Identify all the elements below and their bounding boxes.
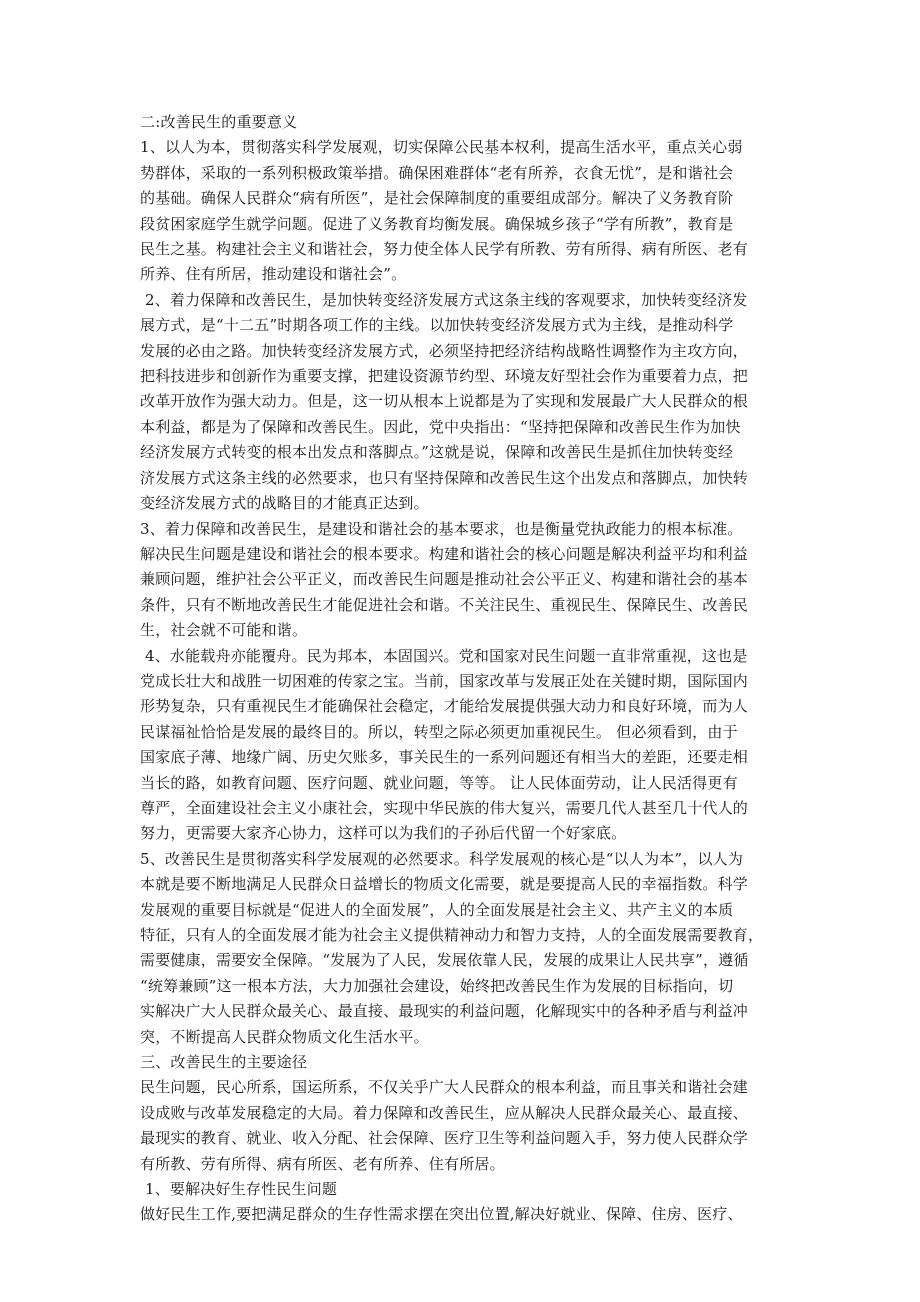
text-line: 当长的路，如教育问题、医疗问题、就业问题，等等。 让人民体面劳动，让人民活得更有 bbox=[140, 773, 738, 792]
text-line: 尊严，全面建设社会主义小康社会，实现中华民族的伟大复兴，需要几代人甚至几十代人的 bbox=[140, 798, 749, 817]
text-line: 5、改善民生是贯彻落实科学发展观的必然要求。科学发展观的核心是“以人为本”，以人为 bbox=[140, 849, 744, 868]
text-line: 形势复杂，只有重视民生才能确保社会稳定，才能给发展提供强大动力和良好环境，而为人 bbox=[140, 697, 749, 716]
text-line: 经济发展方式转变的根本出发点和落脚点。”这就是说，保障和改善民生是抓住加快转变经 bbox=[140, 443, 734, 462]
text-line: 把科技进步和创新作为重要支撑，把建设资源节约型、环境友好型社会作为重要着力点，把 bbox=[140, 367, 749, 386]
text-line: 发展的必由之路。加快转变经济发展方式，必须坚持把经济结构战略性调整作为主攻方向， bbox=[140, 341, 749, 360]
text-line: 民生之基。构建社会主义和谐社会，努力使全体人民学有所教、劳有所得、病有所医、老有 bbox=[140, 240, 749, 259]
text-line: 有所教、劳有所得、病有所医、老有所养、住有所居。 bbox=[140, 1154, 505, 1173]
text-line: 努力，更需要大家齐心协力，这样可以为我们的子孙后代留一个好家底。 bbox=[140, 824, 627, 843]
text-line: 展方式，是“十二五”时期各项工作的主线。以加快转变经济发展方式为主线，是推动科学 bbox=[140, 316, 734, 335]
text-line: 发展观的重要目标就是“促进人的全面发展”，人的全面发展是社会主义、共产主义的本质 bbox=[140, 900, 734, 919]
text-line: 兼顾问题，维护社会公平正义，而改善民生问题是推动社会公平正义、构建和谐社会的基本 bbox=[140, 570, 749, 589]
text-line: 1、要解决好生存性民生问题 bbox=[140, 1180, 338, 1199]
text-line: 民谋福祉恰恰是发展的最终目的。所以，转型之际必须更加重视民生。 但必须看到，由于 bbox=[140, 722, 738, 741]
text-line: 解决民生问题是建设和谐社会的根本要求。构建和谐社会的核心问题是解决利益平均和利益 bbox=[140, 544, 749, 563]
text-line: 改革开放作为强大动力。但是，这一切从根本上说都是为了实现和发展最广大人民群众的根 bbox=[140, 392, 749, 411]
text-line: 变经济发展方式的战略目的才能真正达到。 bbox=[140, 494, 429, 513]
document-body bbox=[140, 110, 782, 1228]
text-line: 国家底子薄、地缘广阔、历史欠账多，事关民生的一系列问题还有相当大的差距，还要走相 bbox=[140, 748, 749, 767]
text-line: 3、着力保障和改善民生，是建设和谐社会的基本要求，也是衡量党执政能力的根本标准。 bbox=[140, 519, 743, 538]
text-line: 需要健康，需要安全保障。“发展为了人民，发展依靠人民，发展的成果让人民共享”，遵循 bbox=[140, 951, 749, 970]
text-line: 突，不断提高人民群众物质文化生活水平。 bbox=[140, 1027, 429, 1046]
text-line: 所养、住有所居，推动建设和谐社会”。 bbox=[140, 265, 407, 284]
text-line: 设成败与改革发展稳定的大局。着力保障和改善民生，应从解决人民群众最关心、最直接、 bbox=[140, 1103, 749, 1122]
text-line: 三、改善民生的主要途径 bbox=[140, 1053, 308, 1072]
text-line: 民生问题，民心所系，国运所系，不仅关乎广大人民群众的根本利益，而且事关和谐社会建 bbox=[140, 1078, 749, 1097]
text-line: 1、以人为本，贯彻落实科学发展观，切实保障公民基本权利，提高生活水平，重点关心弱 bbox=[140, 138, 743, 157]
text-line: 条件，只有不断地改善民生才能促进社会和谐。不关注民生、重视民生、保障民生、改善民 bbox=[140, 595, 749, 614]
text-line: 的基础。确保人民群众“病有所医”，是社会保障制度的重要组成部分。解决了义务教育阶 bbox=[140, 189, 734, 208]
text-line: 实解决广大人民群众最关心、最直接、最现实的利益问题，化解现实中的各种矛盾与利益冲 bbox=[140, 1002, 749, 1021]
text-line: 做好民生工作,要把满足群众的生存性需求摆在突出位置,解决好就业、保障、住房、医疗、 bbox=[140, 1205, 743, 1224]
text-line: “统筹兼顾”这一根本方法，大力加强社会建设，始终把改善民生作为发展的目标指向，切 bbox=[140, 976, 734, 995]
text-line: 2、着力保障和改善民生，是加快转变经济发展方式这条主线的客观要求，加快转变经济发 bbox=[140, 290, 748, 309]
text-line: 二:改善民生的重要意义 bbox=[140, 113, 298, 131]
text-line: 生，社会就不可能和谐。 bbox=[140, 621, 308, 640]
text-line: 4、水能载舟亦能覆舟。民为邦本，本固国兴。党和国家对民生问题一直非常重视，这也是 bbox=[140, 646, 748, 665]
text-line: 最现实的教育、就业、收入分配、社会保障、医疗卫生等利益问题入手，努力使人民群众学 bbox=[140, 1129, 749, 1148]
text-line: 特征，只有人的全面发展才能为社会主义提供精神动力和智力支持，人的全面发展需要教育， bbox=[140, 926, 764, 944]
text-line: 本利益，都是为了保障和改善民生。因此，党中央指出：“坚持把保障和改善民生作为加快 bbox=[140, 417, 741, 436]
text-line: 本就是要不断地满足人民群众日益增长的物质文化需要，就是要提高人民的幸福指数。科学 bbox=[140, 875, 749, 894]
text-line: 济发展方式这条主线的必然要求，也只有坚持保障和改善民生这个出发点和落脚点，加快转 bbox=[140, 468, 749, 487]
text-line: 党成长壮大和战胜一切困难的传家之宝。当前，国家改革与发展正处在关键时期，国际国内 bbox=[140, 671, 749, 690]
text-line: 段贫困家庭学生就学问题。促进了义务教育均衡发展。确保城乡孩子“学有所教”，教育是 bbox=[140, 214, 734, 233]
text-line: 势群体，采取的一系列积极政策举措。确保困难群体“老有所养，衣食无忧”，是和谐社会 bbox=[140, 163, 734, 182]
